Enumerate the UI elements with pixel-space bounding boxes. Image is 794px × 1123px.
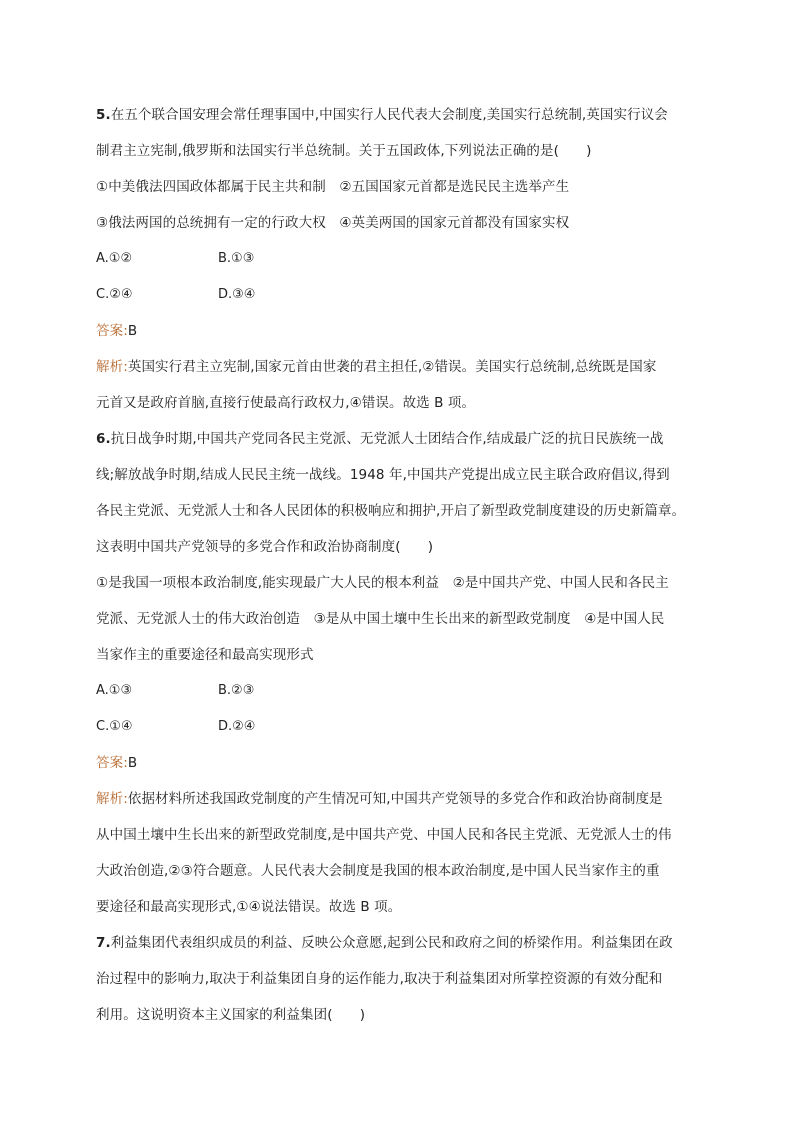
question-5-statement-3-4: ③俄法两国的总统拥有一定的行政大权 ④英美两国的国家元首都没有国家实权 xyxy=(96,215,570,231)
question-6-line-4: 这表明中国共产党领导的多党合作和政治协商制度( ) xyxy=(96,539,434,555)
question-5-option-c: C.②④ xyxy=(96,287,133,302)
answer-label: 答案: xyxy=(96,323,128,339)
question-6-analysis-line-2: 从中国土壤中生长出来的新型政党制度,是中国共产党、中国人民和各民主党派、无党派人士的伟 xyxy=(96,827,672,843)
question-6-statement-line-2: 党派、无党派人士的伟大政治创造 ③是从中国土壤中生长出来的新型政党制度 ④是中国人民 xyxy=(96,611,665,627)
question-5-line-2: 制君主立宪制,俄罗斯和法国实行半总统制。关于五国政体,下列说法正确的是( ) xyxy=(96,143,592,159)
question-6-option-c: C.①④ xyxy=(96,719,133,734)
answer-value: B xyxy=(127,755,138,771)
question-6-analysis-line-1: 解析:依据材料所述我国政党制度的产生情况可知,中国共产党领导的多党合作和政治协商制度是 xyxy=(96,791,663,807)
question-6-line-1: 6.抗日战争时期,中国共产党同各民主党派、无党派人士团结合作,结成最广泛的抗日民族统一战 xyxy=(96,431,664,447)
question-6-line-3: 各民主党派、无党派人士和各人民团体的积极响应和拥护,开启了新型政党制度建设的历史新篇章。 xyxy=(96,503,686,519)
question-5-analysis-line-2: 元首又是政府首脑,直接行使最高行政权力,④错误。故选 B 项。 xyxy=(96,395,476,411)
question-6-option-a: A.①③ xyxy=(96,683,133,698)
question-6-option-d: D.②④ xyxy=(218,719,256,734)
question-6-analysis-line-4: 要途径和最高实现形式,①④说法错误。故选 B 项。 xyxy=(96,899,402,915)
question-5-line-1: 5.在五个联合国安理会常任理事国中,中国实行人民代表大会制度,美国实行总统制,英国实行议会 xyxy=(96,107,668,123)
question-6-option-b: B.②③ xyxy=(218,683,255,698)
question-7-number: 7. xyxy=(96,935,111,951)
question-6-analysis-line-3: 大政治创造,②③符合题意。人民代表大会制度是我国的根本政治制度,是中国人民当家作主的重 xyxy=(96,863,660,879)
analysis-label: 解析: xyxy=(96,359,128,375)
question-5-statement-1-2: ①中美俄法四国政体都属于民主共和制 ②五国国家元首都是选民民主选举产生 xyxy=(96,179,570,195)
answer-value: B xyxy=(127,323,138,339)
question-5-option-a: A.①② xyxy=(96,251,133,266)
question-7-line-2: 治过程中的影响力,取决于利益集团自身的运作能力,取决于利益集团对所掌控资源的有效分配和 xyxy=(96,971,663,987)
question-6-statement-line-3: 当家作主的重要途径和最高实现形式 xyxy=(96,647,314,663)
question-6-statement-line-1: ①是我国一项根本政治制度,能实现最广大人民的根本利益 ②是中国共产党、中国人民和各民主 xyxy=(96,575,669,591)
question-5-option-b: B.①③ xyxy=(218,251,255,266)
question-5-analysis-line-1: 解析:英国实行君主立宪制,国家元首由世袭的君主担任,②错误。美国实行总统制,总统既是国家 xyxy=(96,359,657,375)
question-5-answer xyxy=(96,322,137,340)
answer-label: 答案: xyxy=(96,755,128,771)
question-5-option-d: D.③④ xyxy=(218,287,256,302)
question-5-number: 5. xyxy=(96,107,111,123)
question-6-number: 6. xyxy=(96,431,111,447)
analysis-label: 解析: xyxy=(96,791,128,807)
question-7-line-3: 利用。这说明资本主义国家的利益集团( ) xyxy=(96,1007,366,1023)
question-6-answer xyxy=(96,754,137,772)
question-6-line-2: 线;解放战争时期,结成人民民主统一战线。1948 年,中国共产党提出成立民主联合政府倡议,得到 xyxy=(96,467,670,483)
question-7-line-1: 7.利益集团代表组织成员的利益、反映公众意愿,起到公民和政府之间的桥梁作用。利益集团在政 xyxy=(96,935,673,951)
